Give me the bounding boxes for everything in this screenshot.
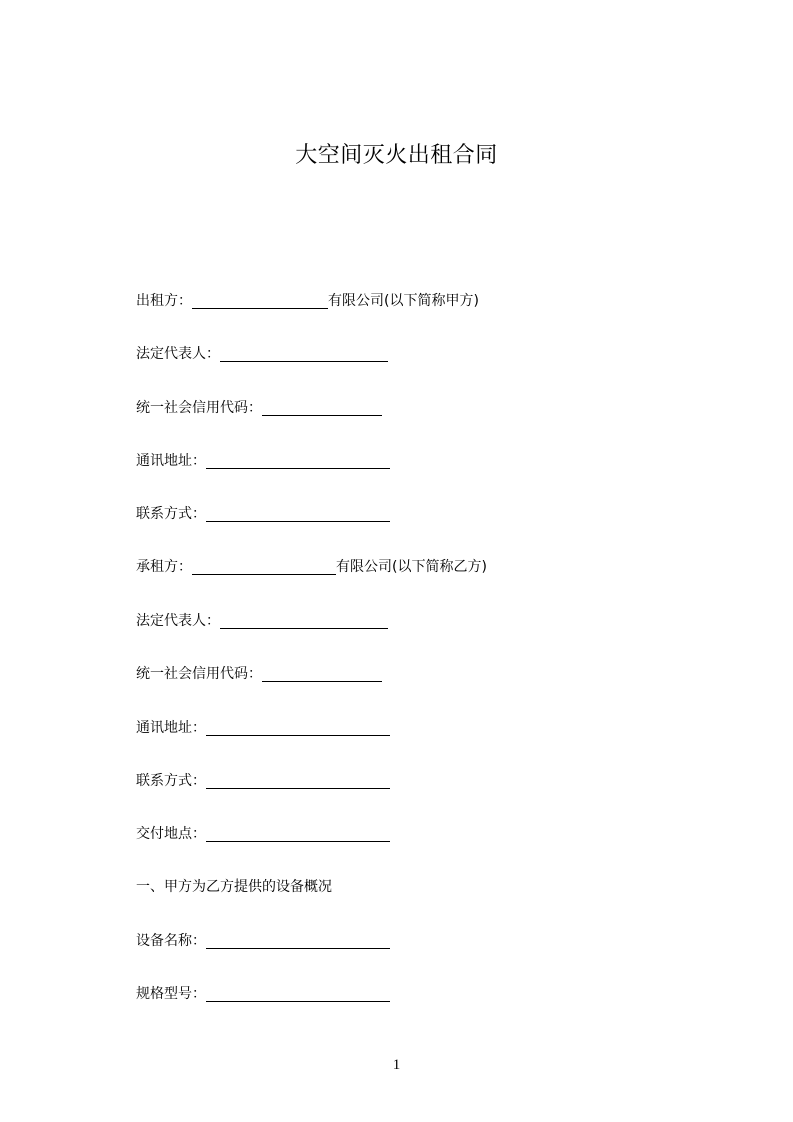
lessor-rep-label: 法定代表人： xyxy=(136,346,220,362)
lessee-code-label: 统一社会信用代码： xyxy=(136,666,262,682)
lessee-contact-label: 联系方式： xyxy=(136,773,206,789)
section-1-heading xyxy=(136,877,332,897)
lessor-address-line xyxy=(136,451,390,471)
lessee-rep-blank[interactable] xyxy=(220,613,388,629)
lessor-line xyxy=(136,291,479,311)
delivery-blank[interactable] xyxy=(206,826,390,842)
lessor-name-blank[interactable] xyxy=(192,293,328,309)
lessee-code-line xyxy=(136,664,382,684)
lessee-line xyxy=(136,557,487,577)
delivery-label: 交付地点： xyxy=(136,826,206,842)
lessee-rep-label: 法定代表人： xyxy=(136,613,220,629)
lessee-code-blank[interactable] xyxy=(262,666,382,682)
lessee-address-line xyxy=(136,718,390,738)
lessee-label: 承租方： xyxy=(136,559,192,575)
equipment-name-line xyxy=(136,931,390,951)
section-1-heading-text: 一、甲方为乙方提供的设备概况 xyxy=(136,879,332,895)
lessor-label: 出租方： xyxy=(136,293,192,309)
lessor-code-blank[interactable] xyxy=(262,400,382,416)
lessee-address-label: 通讯地址： xyxy=(136,720,206,736)
lessor-suffix: 有限公司(以下简称甲方) xyxy=(328,293,479,309)
document-title: 大空间灭火出租合同 xyxy=(295,143,498,168)
lessor-contact-label: 联系方式： xyxy=(136,506,206,522)
model-blank[interactable] xyxy=(206,986,390,1002)
lessor-contact-line xyxy=(136,504,390,524)
lessee-address-blank[interactable] xyxy=(206,720,390,736)
page-number: 1 xyxy=(392,1057,401,1073)
lessee-rep-line xyxy=(136,611,388,631)
lessor-address-blank[interactable] xyxy=(206,453,390,469)
lessor-rep-blank[interactable] xyxy=(220,346,388,362)
delivery-line xyxy=(136,824,390,844)
lessee-name-blank[interactable] xyxy=(192,559,336,575)
equipment-name-label: 设备名称： xyxy=(136,933,206,949)
lessor-contact-blank[interactable] xyxy=(206,506,390,522)
lessor-address-label: 通讯地址： xyxy=(136,453,206,469)
lessee-contact-line xyxy=(136,771,390,791)
model-label: 规格型号： xyxy=(136,986,206,1002)
lessor-rep-line xyxy=(136,344,388,364)
lessee-suffix: 有限公司(以下简称乙方) xyxy=(336,559,487,575)
lessor-code-line xyxy=(136,398,382,418)
equipment-name-blank[interactable] xyxy=(206,933,390,949)
lessor-code-label: 统一社会信用代码： xyxy=(136,400,262,416)
model-line xyxy=(136,984,390,1004)
lessee-contact-blank[interactable] xyxy=(206,773,390,789)
